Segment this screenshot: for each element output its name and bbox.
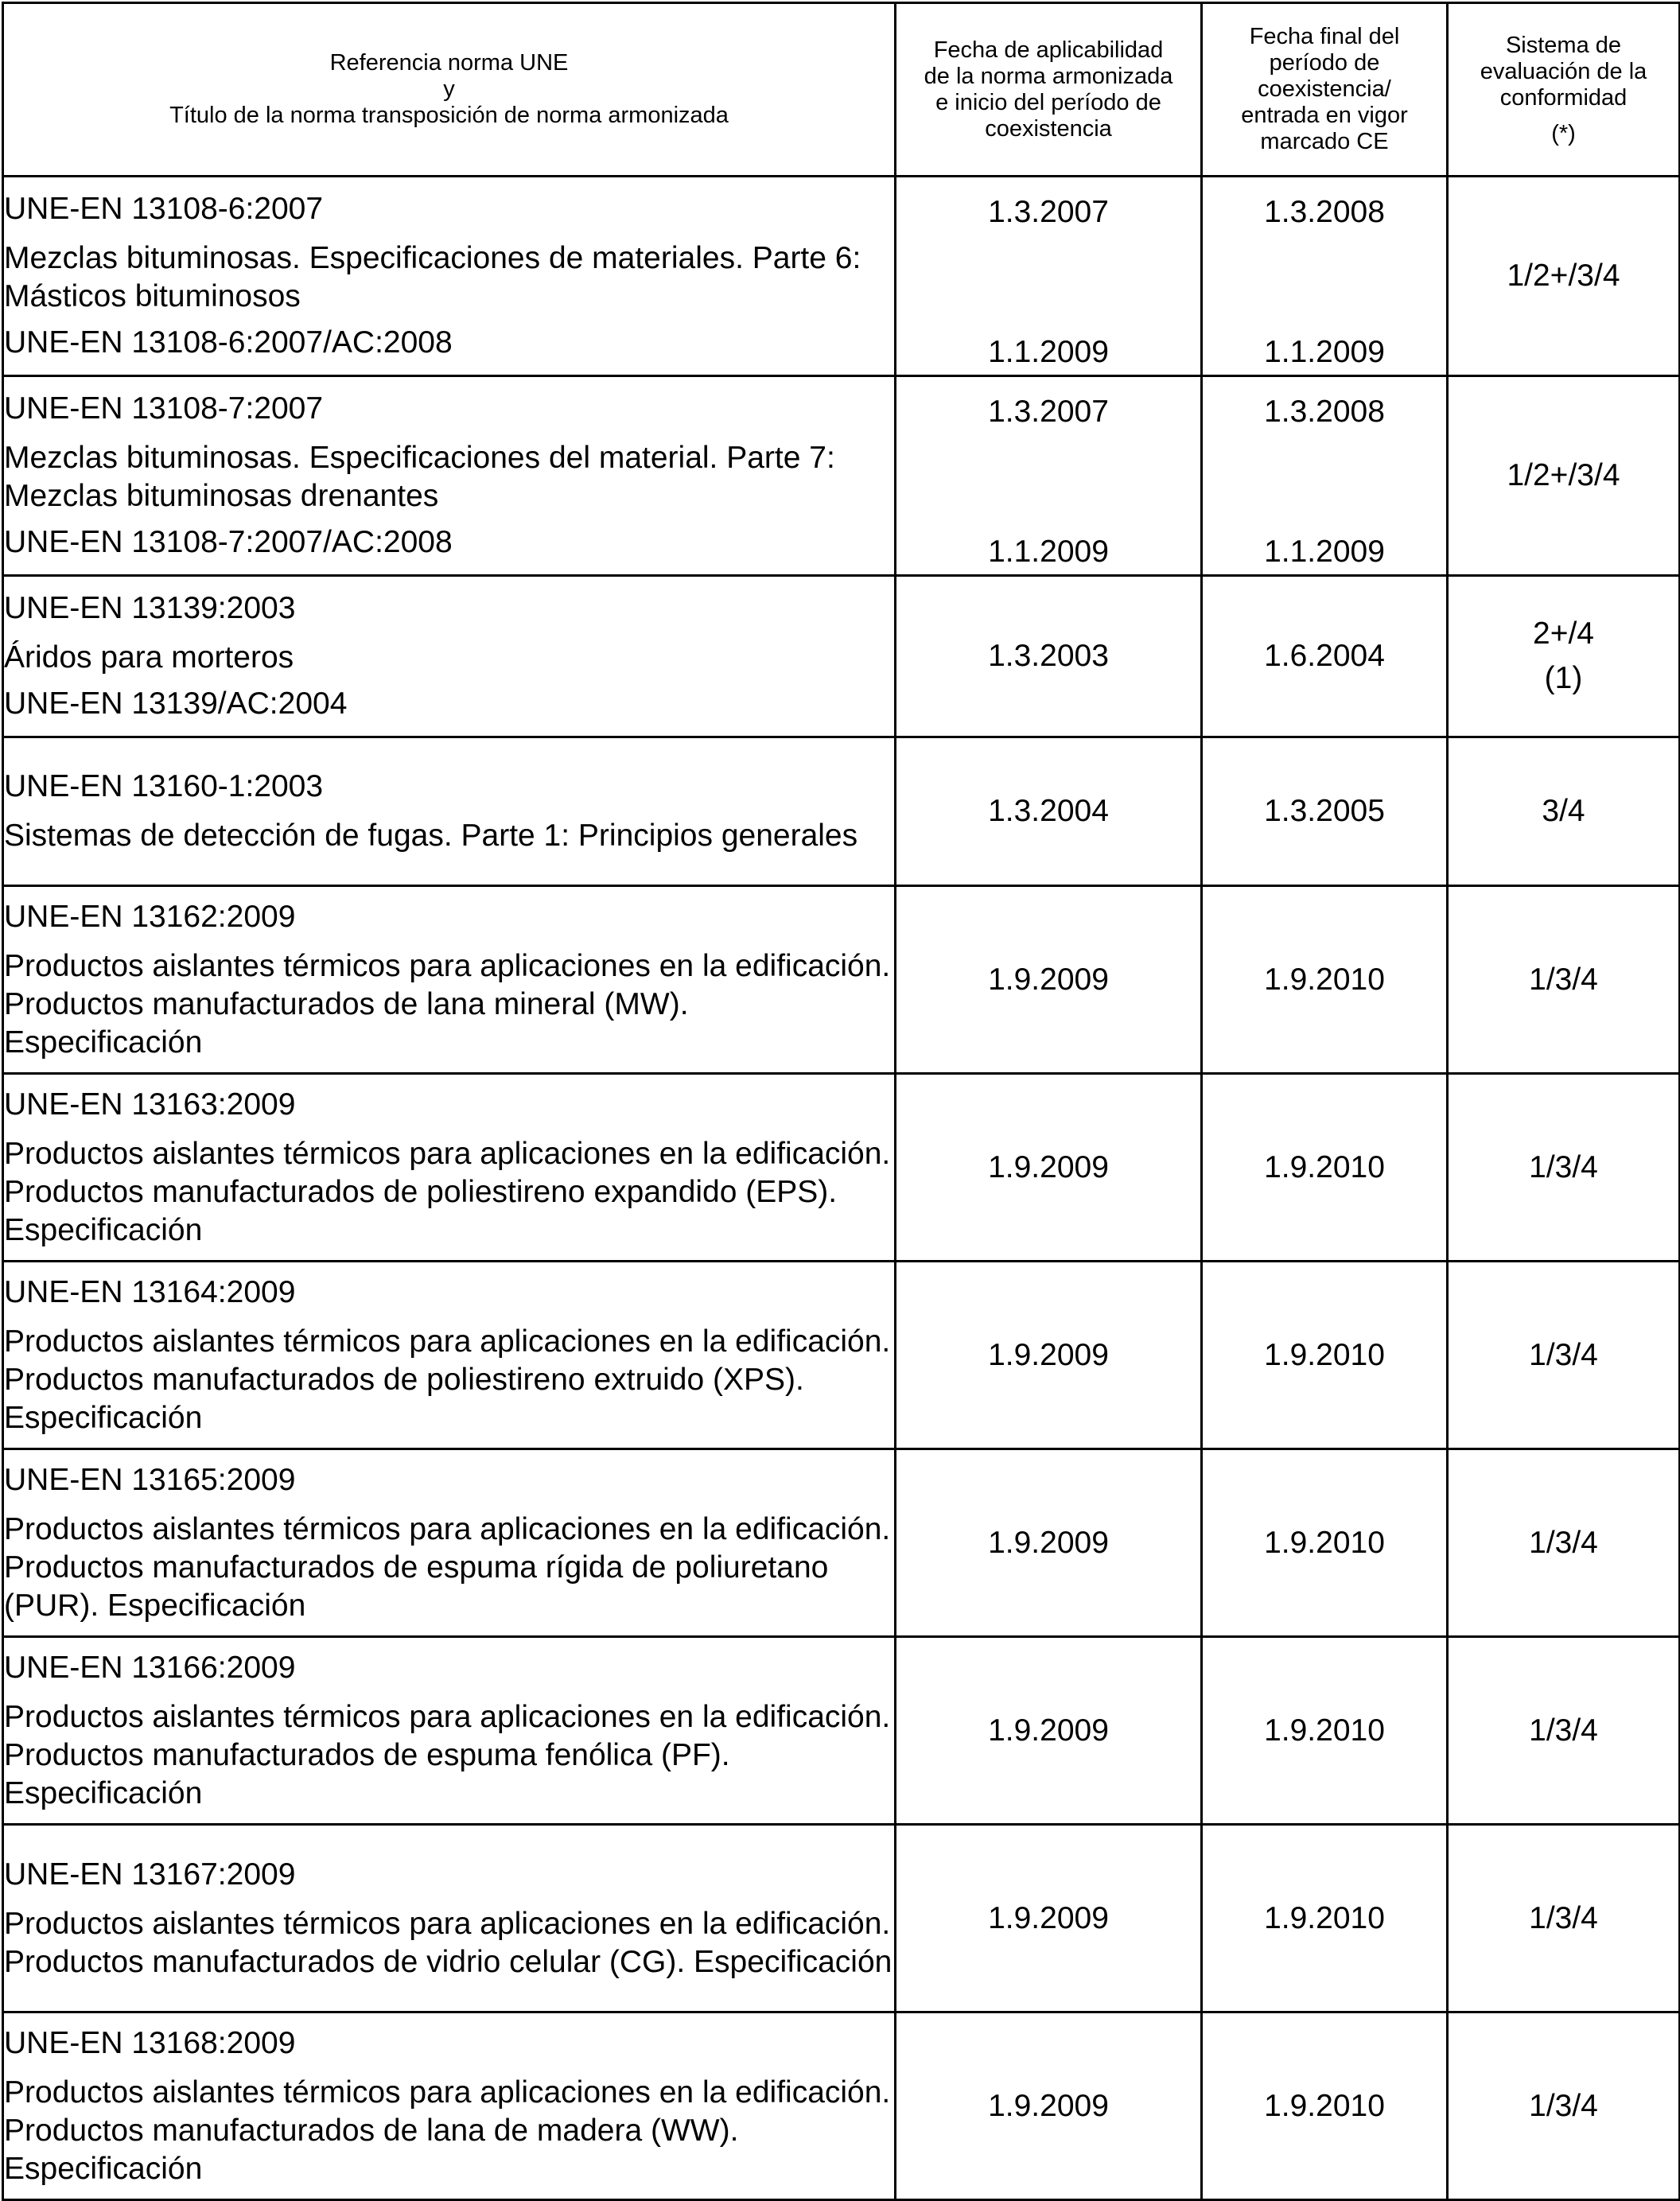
system-value: 2+/4 xyxy=(1533,616,1594,651)
standard-code: UNE-EN 13160-1:2003 xyxy=(4,769,324,803)
standard-title: Mezclas bituminosas. Especificaciones de materiales. Parte 6: Másticos bituminosos xyxy=(4,241,861,313)
applicability-date-cell: 1.9.2009 xyxy=(896,1637,1202,1825)
standard-code: UNE-EN 13168:2009 xyxy=(4,2025,296,2060)
applicability-date-cell: 1.9.2009 xyxy=(896,1825,1202,2012)
conformity-system-cell: 3/4 xyxy=(1448,737,1680,886)
header-conformity-system xyxy=(1448,3,1680,177)
standard-corrigendum: UNE-EN 13139/AC:2004 xyxy=(4,686,348,721)
standard-title: Productos aislantes térmicos para aplicaciones en la edificación. Productos manufacturados de lana mineral (MW). Especificación xyxy=(4,948,891,1060)
standard-title: Mezclas bituminosas. Especificaciones del material. Parte 7: Mezclas bituminosas drenantes xyxy=(4,441,835,513)
standard-code: UNE-EN 13167:2009 xyxy=(4,1857,296,1892)
reference-cell xyxy=(3,1637,896,1825)
standard-title: Productos aislantes térmicos para aplicaciones en la edificación. Productos manufacturados de espuma rígida de poliuretano (PUR). Especificación xyxy=(4,1511,891,1623)
date-value: 1.3.2008 xyxy=(1264,395,1385,429)
header-end-date xyxy=(1202,3,1448,177)
header-applicability-date xyxy=(896,3,1202,177)
conformity-system-cell: 1/3/4 xyxy=(1448,1262,1680,1449)
applicability-date-cell: 1.9.2009 xyxy=(896,1262,1202,1449)
reference-cell xyxy=(3,2012,896,2200)
reference-cell xyxy=(3,1449,896,1637)
header-line: e inicio del período de xyxy=(935,89,1161,115)
conformity-system-cell: 1/2+/3/4 xyxy=(1448,376,1680,576)
applicability-date-cell: 1.9.2009 xyxy=(896,1074,1202,1262)
standard-title: Productos aislantes térmicos para aplicaciones en la edificación. Productos manufacturados de espuma fenólica (PF). Especificación xyxy=(4,1699,891,1810)
date-value: 1.1.2009 xyxy=(988,535,1109,569)
applicability-date-cell xyxy=(896,177,1202,376)
standard-code: UNE-EN 13163:2009 xyxy=(4,1087,296,1122)
end-date-cell: 1.9.2010 xyxy=(1202,1637,1448,1825)
reference-cell xyxy=(3,1825,896,2012)
applicability-date-cell: 1.9.2009 xyxy=(896,886,1202,1074)
header-line: y xyxy=(443,76,455,102)
reference-cell xyxy=(3,886,896,1074)
standard-code: UNE-EN 13108-7:2007 xyxy=(4,391,324,426)
table-row xyxy=(3,376,1680,576)
conformity-system-cell xyxy=(1448,576,1680,737)
reference-cell xyxy=(3,376,896,576)
standard-title: Áridos para morteros xyxy=(4,640,294,675)
end-date-cell: 1.9.2010 xyxy=(1202,1262,1448,1449)
end-date-cell xyxy=(1202,177,1448,376)
header-line: Referencia norma UNE xyxy=(329,50,569,76)
end-date-cell: 1.9.2010 xyxy=(1202,886,1448,1074)
standard-title: Productos aislantes térmicos para aplicaciones en la edificación. Productos manufacturados de poliestireno expandido (EPS). Especificación xyxy=(4,1136,891,1247)
header-note: (*) xyxy=(1551,120,1576,146)
end-date-cell: 1.9.2010 xyxy=(1202,1825,1448,2012)
end-date-cell: 1.9.2010 xyxy=(1202,2012,1448,2200)
header-reference-title xyxy=(3,3,896,177)
conformity-system-cell: 1/3/4 xyxy=(1448,1449,1680,1637)
table-header-row xyxy=(3,3,1680,177)
end-date-cell xyxy=(1202,376,1448,576)
standard-corrigendum: UNE-EN 13108-7:2007/AC:2008 xyxy=(4,525,453,559)
table-row xyxy=(3,886,1680,1074)
conformity-system-cell: 1/3/4 xyxy=(1448,1825,1680,2012)
table-row xyxy=(3,177,1680,376)
standard-code: UNE-EN 13164:2009 xyxy=(4,1274,296,1309)
system-note: (1) xyxy=(1544,661,1583,695)
table-row xyxy=(3,1825,1680,2012)
header-line: Fecha final del xyxy=(1249,24,1400,49)
date-value: 1.3.2007 xyxy=(988,395,1109,429)
standard-title: Productos aislantes térmicos para aplicaciones en la edificación. Productos manufacturados de poliestireno extruido (XPS). Especificación xyxy=(4,1324,891,1435)
date-value: 1.3.2008 xyxy=(1264,195,1385,229)
reference-cell xyxy=(3,576,896,737)
header-line: marcado CE xyxy=(1260,129,1389,154)
header-line: evaluación de la xyxy=(1480,58,1647,84)
header-line: coexistencia/ xyxy=(1258,76,1391,102)
end-date-cell: 1.9.2010 xyxy=(1202,1449,1448,1637)
date-value: 1.1.2009 xyxy=(988,335,1109,369)
standard-code: UNE-EN 13162:2009 xyxy=(4,899,296,934)
date-value: 1.1.2009 xyxy=(1264,335,1385,369)
standard-code: UNE-EN 13139:2003 xyxy=(4,591,296,625)
applicability-date-cell: 1.9.2009 xyxy=(896,1449,1202,1637)
end-date-cell: 1.3.2005 xyxy=(1202,737,1448,886)
standard-corrigendum: UNE-EN 13108-6:2007/AC:2008 xyxy=(4,325,453,360)
table-row xyxy=(3,1637,1680,1825)
end-date-cell: 1.9.2010 xyxy=(1202,1074,1448,1262)
standard-code: UNE-EN 13166:2009 xyxy=(4,1650,296,1685)
standard-title: Productos aislantes térmicos para aplicaciones en la edificación. Productos manufacturados de vidrio celular (CG). Especificación xyxy=(4,1906,892,1979)
header-line: Sistema de xyxy=(1505,32,1622,58)
header-line: conformidad xyxy=(1499,84,1628,111)
header-line: Título de la norma transposición de norma armonizada xyxy=(169,103,729,128)
table-row xyxy=(3,1074,1680,1262)
reference-cell xyxy=(3,1074,896,1262)
table-row xyxy=(3,576,1680,737)
table-row xyxy=(3,1262,1680,1449)
reference-cell xyxy=(3,177,896,376)
standard-code: UNE-EN 13108-6:2007 xyxy=(4,192,324,226)
header-line: período de xyxy=(1269,50,1380,76)
applicability-date-cell: 1.3.2004 xyxy=(896,737,1202,886)
applicability-date-cell: 1.9.2009 xyxy=(896,2012,1202,2200)
applicability-date-cell: 1.3.2003 xyxy=(896,576,1202,737)
date-value: 1.1.2009 xyxy=(1264,535,1385,569)
standard-code: UNE-EN 13165:2009 xyxy=(4,1462,296,1497)
standards-table xyxy=(2,2,1680,2201)
end-date-cell: 1.6.2004 xyxy=(1202,576,1448,737)
date-value: 1.3.2007 xyxy=(988,195,1109,229)
conformity-system-cell: 1/3/4 xyxy=(1448,886,1680,1074)
conformity-system-cell: 1/3/4 xyxy=(1448,1637,1680,1825)
table-row xyxy=(3,2012,1680,2200)
header-line: Fecha de aplicabilidad xyxy=(933,37,1164,63)
reference-cell xyxy=(3,737,896,886)
table-row xyxy=(3,737,1680,886)
standard-title: Sistemas de detección de fugas. Parte 1: Principios generales xyxy=(4,819,858,853)
table-row xyxy=(3,1449,1680,1637)
header-line: coexistencia xyxy=(985,115,1112,142)
conformity-system-cell: 1/3/4 xyxy=(1448,2012,1680,2200)
applicability-date-cell xyxy=(896,376,1202,576)
header-line: entrada en vigor xyxy=(1241,103,1408,128)
standard-title: Productos aislantes térmicos para aplicaciones en la edificación. Productos manufacturados de lana de madera (WW). Especificación xyxy=(4,2075,891,2186)
reference-cell xyxy=(3,1262,896,1449)
conformity-system-cell: 1/3/4 xyxy=(1448,1074,1680,1262)
conformity-system-cell: 1/2+/3/4 xyxy=(1448,177,1680,376)
header-line: de la norma armonizada xyxy=(924,63,1173,89)
